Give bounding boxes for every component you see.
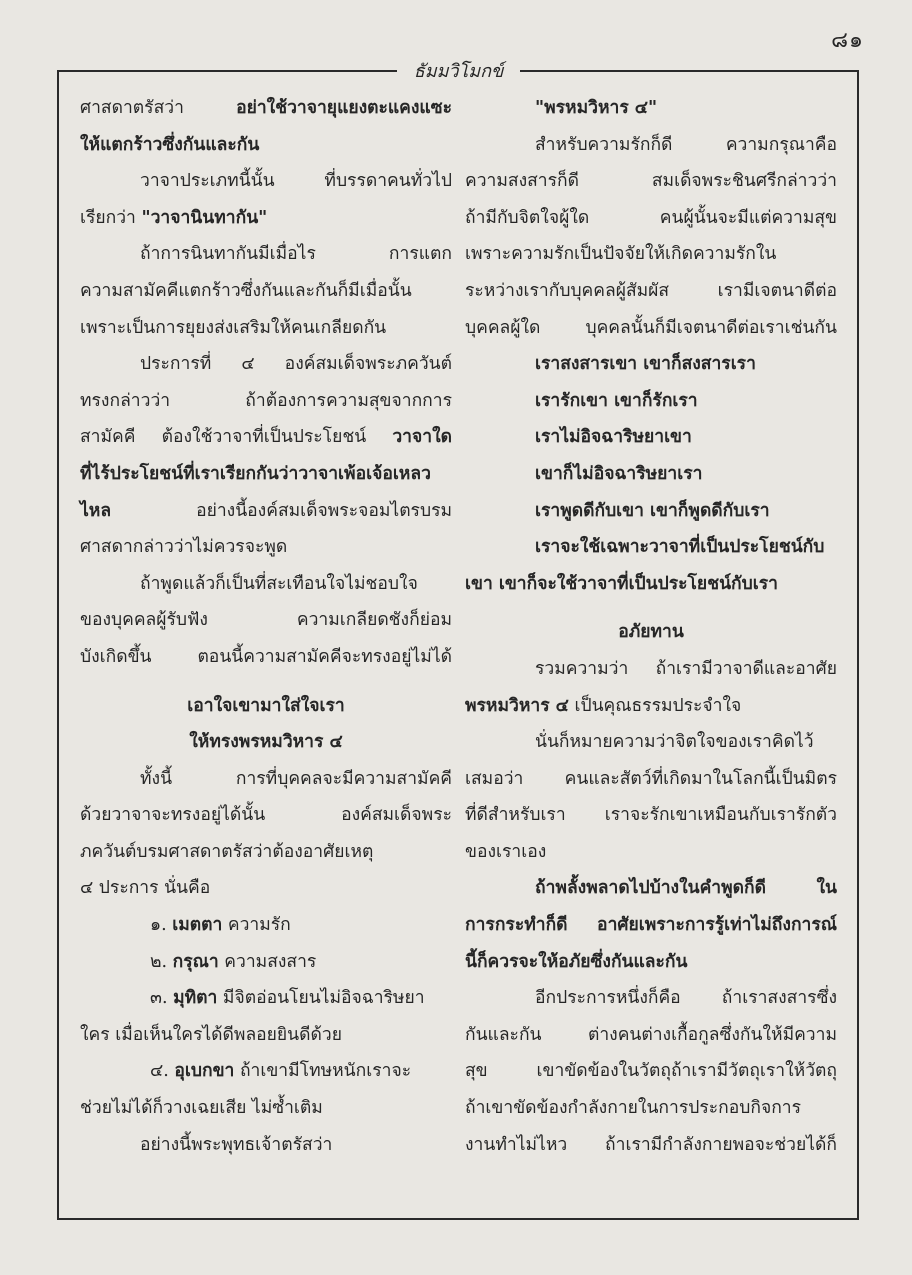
paragraph-line: ถ้าเขาขัดข้องกำลังกายในการประกอบกิจการ <box>465 1098 802 1119</box>
paragraph: วาจาประเภทนี้นั้น ที่บรรดาคนทั่วไป <box>140 171 452 192</box>
verse-line: เราพูดดีกับเขา เขาก็พูดดีกับเรา <box>535 500 770 521</box>
list-item-continuation: ใคร เมื่อเห็นใครได้ดีพลอยยินดีด้วย <box>80 1024 342 1045</box>
paragraph: ถ้าพูดแล้วก็เป็นที่สะเทือนใจไม่ชอบใจ <box>140 573 418 594</box>
paragraph-line: ที่ดีสำหรับเรา เราจะรักเขาเหมือนกับเรารักตัว <box>465 805 837 826</box>
paragraph: อีกประการหนึ่งก็คือ ถ้าเราสงสารซึ่ง <box>535 988 837 1009</box>
paragraph-line: เพราะความรักเป็นปัจจัยให้เกิดความรักใน <box>465 244 777 265</box>
paragraph-line: ศาสดากล่าวว่าไม่ควรจะพูด <box>80 537 288 558</box>
section-heading: เอาใจเขามาใส่ใจเรา <box>187 695 345 716</box>
paragraph-line: บังเกิดขึ้น ตอนนี้ความสามัคคีจะทรงอยู่ไม่ได้ <box>80 646 452 667</box>
paragraph-line: ๔ ประการ นั่นคือ <box>80 878 211 899</box>
paragraph-line: สุข เขาขัดข้องในวัตถุถ้าเรามีวัตถุเราให้วัตถุ <box>465 1061 837 1082</box>
list-item: ๒. กรุณา ความสงสาร <box>150 951 317 972</box>
section-heading: ให้ทรงพรหมวิหาร ๔ <box>189 732 343 753</box>
paragraph: ถ้าพลั้งพลาดไปบ้างในคำพูดก็ดี ใน <box>535 878 837 899</box>
paragraph-line: ที่ไร้ประโยชน์ที่เราเรียกกันว่าวาจาเพ้อเจ้อเหลว <box>80 463 431 484</box>
section-heading: อภัยทาน <box>618 622 684 643</box>
paragraph-line: เสมอว่า คนและสัตว์ที่เกิดมาในโลกนี้เป็นมิตร <box>465 768 837 789</box>
verse-line: เรารักเขา เขาก็รักเรา <box>535 390 698 411</box>
paragraph: ถ้าการนินทากันมีเมื่อไร การแตก <box>140 244 452 265</box>
paragraph-line: ให้แตกร้าวซึ่งกันและกัน <box>80 134 260 155</box>
paragraph: ทั้งนี้ การที่บุคคลจะมีความสามัคคี <box>140 768 452 789</box>
page-number: ๘๑ <box>831 28 864 53</box>
verse-line: เขา เขาก็จะใช้วาจาที่เป็นประโยชน์กับเรา <box>465 573 778 594</box>
paragraph-line: เรียกว่า "วาจานินทากัน" <box>80 207 268 228</box>
paragraph-line: ไหล อย่างนี้องค์สมเด็จพระจอมไตรบรม <box>80 500 452 521</box>
list-item: ๓. มุทิตา มีจิตอ่อนโยนไม่อิจฉาริษยา <box>150 988 425 1009</box>
paragraph: ประการที่ ๔ องค์สมเด็จพระภควันต์ <box>140 354 452 375</box>
right-column <box>465 90 837 1163</box>
verse-line: เขาก็ไม่อิจฉาริษยาเรา <box>535 463 703 484</box>
paragraph-line: ถ้ามีกับจิตใจผู้ใด คนผู้นั้นจะมีแต่ความสุข <box>465 207 837 228</box>
paragraph-line: การกระทำก็ดี อาศัยเพราะการรู้เท่าไม่ถึงการณ์ <box>465 915 837 936</box>
paragraph-line: ความสงสารก็ดี สมเด็จพระชินศรีกล่าวว่า <box>465 171 837 192</box>
paragraph-line: พรหมวิหาร ๔ เป็นคุณธรรมประจำใจ <box>465 695 742 716</box>
paragraph-line: ด้วยวาจาจะทรงอยู่ได้นั้น องค์สมเด็จพระ <box>80 805 452 826</box>
list-item: ๑. เมตตา ความรัก <box>150 915 291 936</box>
paragraph-line: กันและกัน ต่างคนต่างเกื้อกูลซึ่งกันให้มีความ <box>465 1024 837 1045</box>
quote-heading: "พรหมวิหาร ๔" <box>535 98 658 118</box>
paragraph-line: เพราะเป็นการยุยงส่งเสริมให้คนเกลียดกัน <box>80 317 387 338</box>
paragraph-line: ระหว่างเรากับบุคคลผู้สัมผัส เรามีเจตนาดีต่อ <box>465 280 837 301</box>
paragraph: อย่างนี้พระพุทธเจ้าตรัสว่า <box>140 1134 333 1155</box>
verse-line: เราจะใช้เฉพาะวาจาที่เป็นประโยชน์กับ <box>535 537 825 558</box>
list-item-continuation: ช่วยไม่ได้ก็วางเฉยเสีย ไม่ซ้ำเติม <box>80 1098 323 1119</box>
running-header: ธัมมวิโมกข์ <box>413 61 504 82</box>
paragraph-line: ของบุคคลผู้รับฟัง ความเกลียดชังก็ย่อม <box>80 610 452 631</box>
paragraph-line: ภควันต์บรมศาสดาตรัสว่าต้องอาศัยเหตุ <box>80 841 374 862</box>
paragraph-line: สามัคคี ต้องใช้วาจาที่เป็นประโยชน์ วาจาใด <box>80 427 452 448</box>
paragraph-line: ความสามัคคีแตกร้าวซึ่งกันและกันก็มีเมื่อนั้น <box>80 280 412 301</box>
paragraph: รวมความว่า ถ้าเรามีวาจาดีและอาศัย <box>535 658 837 679</box>
paragraph: ศาสดาตรัสว่า อย่าใช้วาจายุแยงตะแคงแซะ <box>80 98 452 118</box>
verse-line: เราไม่อิจฉาริษยาเขา <box>535 427 692 448</box>
list-item: ๔. อุเบกขา ถ้าเขามีโทษหนักเราจะ <box>150 1061 412 1082</box>
paragraph-line: นี้ก็ควรจะให้อภัยซึ่งกันและกัน <box>465 951 688 972</box>
paragraph-line: บุคคลผู้ใด บุคคลนั้นก็มีเจตนาดีต่อเราเช่นกัน <box>465 317 837 338</box>
paragraph-line: งานทำไม่ไหว ถ้าเรามีกำลังกายพอจะช่วยได้ก็ <box>465 1134 837 1155</box>
paragraph: สำหรับความรักก็ดี ความกรุณาคือ <box>535 134 837 155</box>
paragraph-line: ทรงกล่าวว่า ถ้าต้องการความสุขจากการ <box>80 390 452 411</box>
paragraph-line: ของเราเอง <box>465 841 547 862</box>
verse-line: เราสงสารเขา เขาก็สงสารเรา <box>535 354 756 375</box>
paragraph: นั่นก็หมายความว่าจิตใจของเราคิดไว้ <box>535 732 814 753</box>
left-column <box>80 90 452 1163</box>
